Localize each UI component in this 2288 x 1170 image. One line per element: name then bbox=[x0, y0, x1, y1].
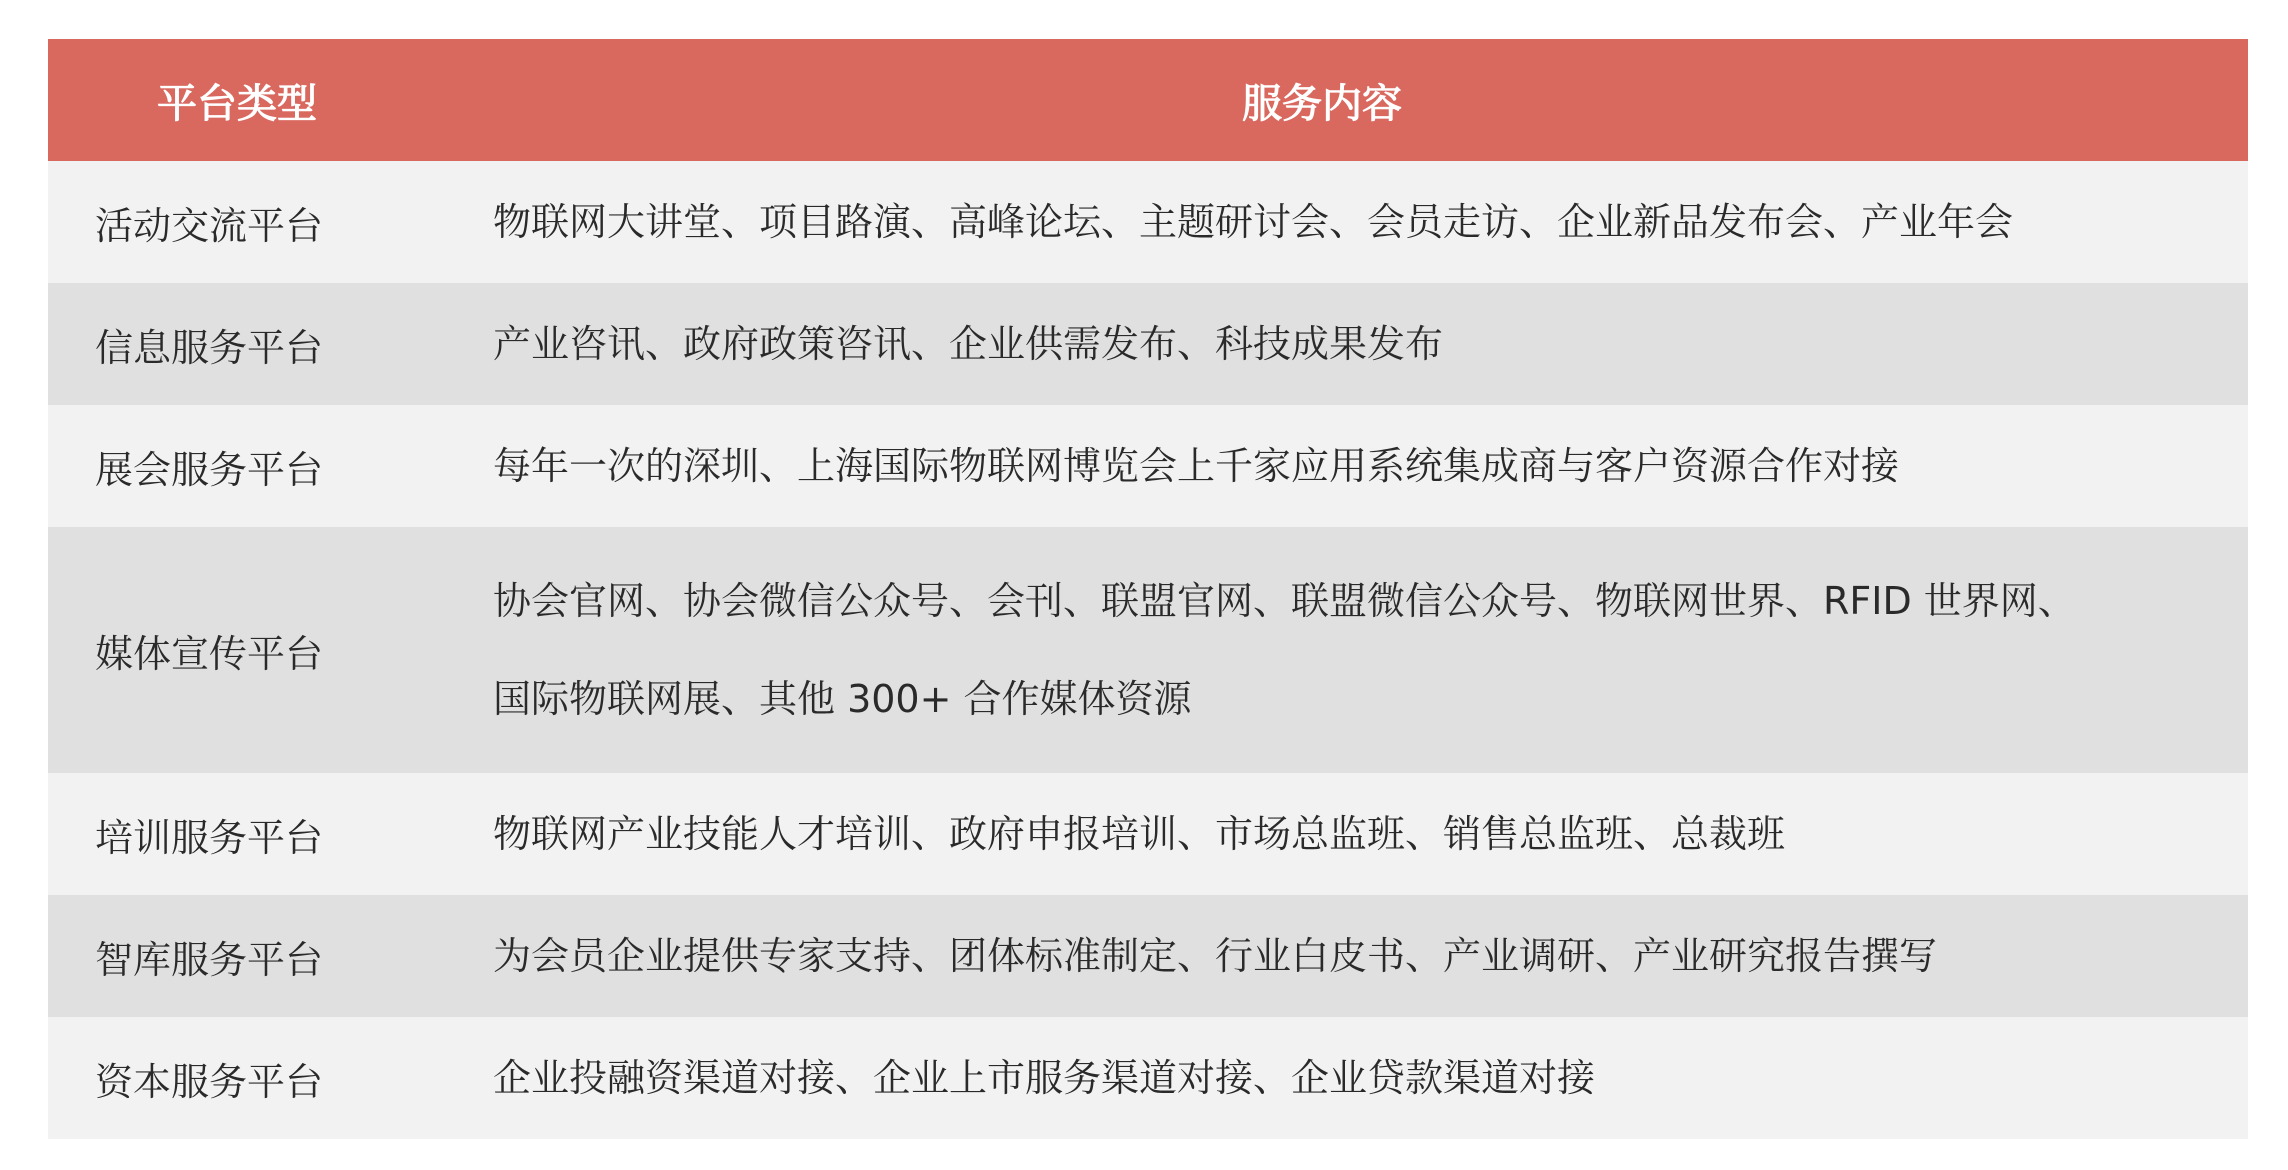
content-line: 物联网产业技能人才培训、政府申报培训、市场总监班、销售总监班、总裁班 bbox=[493, 812, 1786, 856]
row-service-content bbox=[493, 785, 2248, 883]
table-row bbox=[48, 1017, 2248, 1139]
row-service-content bbox=[493, 907, 2248, 1005]
table-row bbox=[48, 283, 2248, 405]
table-row bbox=[48, 405, 2248, 527]
table-row bbox=[48, 527, 2248, 773]
row-service-content bbox=[493, 552, 2248, 748]
content-line: 企业投融资渠道对接、企业上市服务渠道对接、企业贷款渠道对接 bbox=[493, 1056, 1596, 1100]
service-platform-table bbox=[48, 39, 2248, 1139]
table-row bbox=[48, 161, 2248, 283]
content-line: 为会员企业提供专家支持、团体标准制定、行业白皮书、产业调研、产业研究报告撰写 bbox=[493, 934, 1938, 978]
row-platform-type: 媒体宣传平台 bbox=[95, 631, 324, 676]
content-line: 每年一次的深圳、上海国际物联网博览会上千家应用系统集成商与客户资源合作对接 bbox=[493, 444, 1900, 488]
table-row bbox=[48, 773, 2248, 895]
content-line: 物联网大讲堂、项目路演、高峰论坛、主题研讨会、会员走访、企业新品发布会、产业年会 bbox=[493, 200, 2014, 244]
row-service-content bbox=[493, 173, 2248, 271]
row-platform-type: 信息服务平台 bbox=[95, 325, 324, 370]
header-platform-type: 平台类型 bbox=[157, 80, 317, 127]
table-row bbox=[48, 895, 2248, 1017]
row-service-content bbox=[493, 417, 2248, 515]
row-platform-type: 智库服务平台 bbox=[95, 937, 324, 982]
row-platform-type: 展会服务平台 bbox=[95, 447, 324, 492]
content-line: 协会官网、协会微信公众号、会刊、联盟官网、联盟微信公众号、物联网世界、RFID 世界网、 bbox=[493, 579, 2076, 623]
row-service-content bbox=[493, 295, 2248, 393]
row-service-content bbox=[493, 1029, 2248, 1127]
content-line: 产业咨讯、政府政策咨讯、企业供需发布、科技成果发布 bbox=[493, 322, 1444, 366]
table-body bbox=[48, 161, 2248, 1139]
row-platform-type: 活动交流平台 bbox=[95, 203, 324, 248]
row-platform-type: 培训服务平台 bbox=[95, 815, 324, 860]
header-service-content: 服务内容 bbox=[1242, 80, 1402, 127]
table-header bbox=[48, 39, 2248, 161]
row-platform-type: 资本服务平台 bbox=[95, 1059, 324, 1104]
content-line: 国际物联网展、其他 300+ 合作媒体资源 bbox=[493, 677, 1192, 721]
